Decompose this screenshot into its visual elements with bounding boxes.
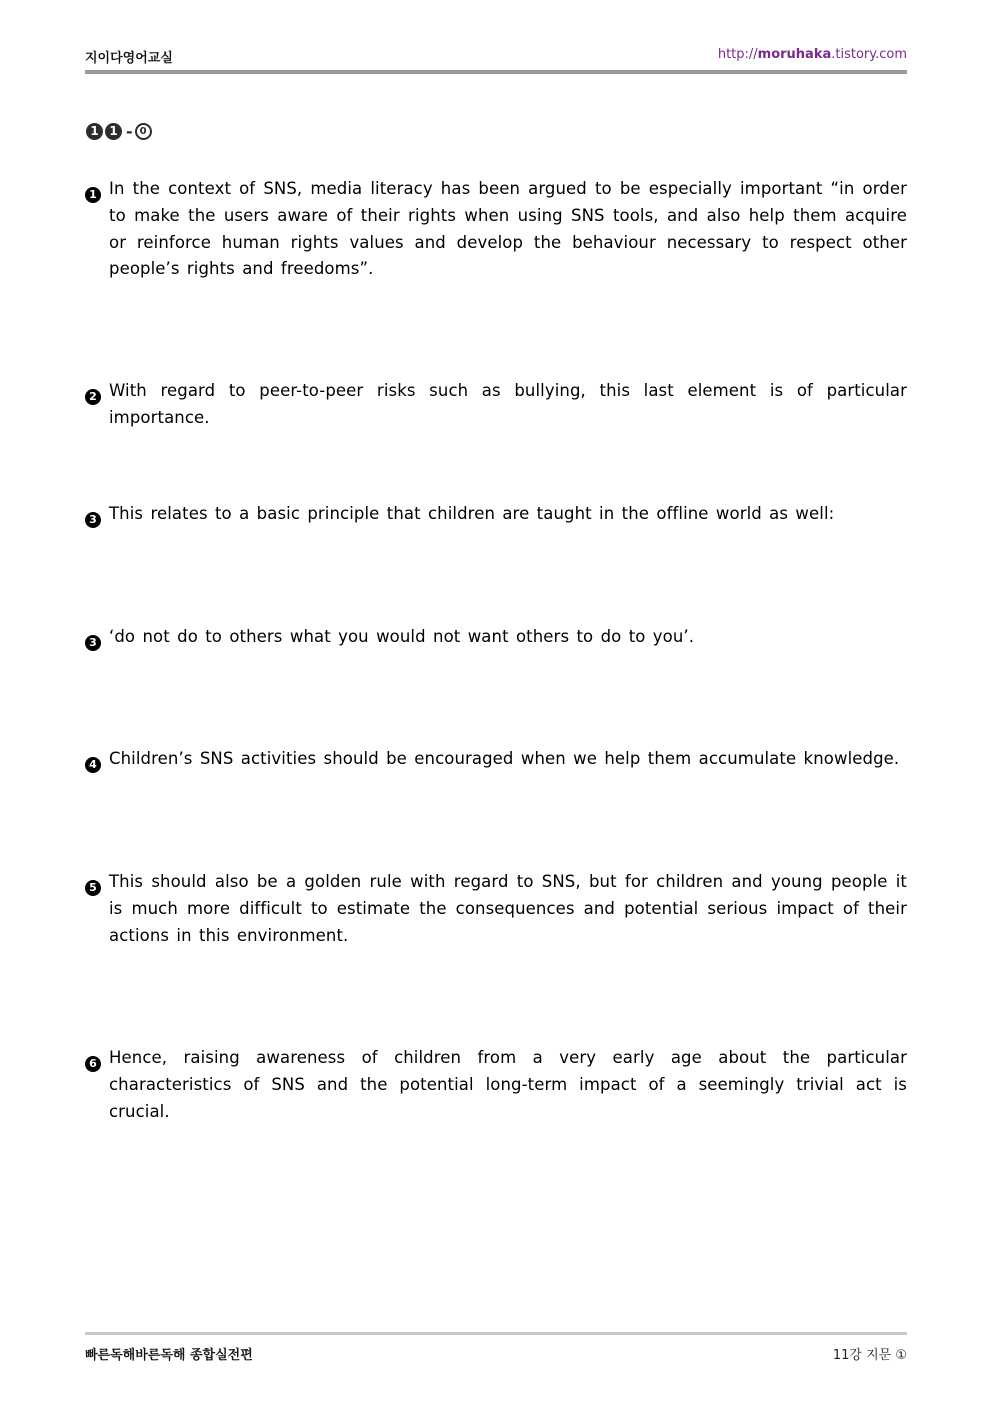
sentence-text: ‘do not do to others what you would not want others to do to you’. <box>109 627 695 646</box>
brand-name: 지이다영어교실 <box>85 51 173 66</box>
footer-divider <box>85 1332 907 1335</box>
sentence-marker: 2 <box>85 378 109 432</box>
sentence-6 <box>85 1045 907 1125</box>
section-number <box>86 121 152 141</box>
sentence-text: With regard to peer-to-peer risks such as bullying, this last element is of particular importance. <box>109 381 907 427</box>
header-divider <box>85 70 907 74</box>
sentence-marker: 4 <box>85 746 109 777</box>
section-digit-3: 0 <box>135 123 152 140</box>
url-suffix: .tistory.com <box>831 47 907 62</box>
sentence-text: This relates to a basic principle that children are taught in the offline world as well: <box>109 504 835 523</box>
sentence-marker: 6 <box>85 1045 109 1125</box>
sentence-3 <box>85 501 907 532</box>
section-digit-2: 1 <box>105 123 122 140</box>
sentence-text: In the context of SNS, media literacy has been argued to be especially important “in order to make the users aware of their rights when using SNS tools, and also help them acquire or reinforce human rights values and develop the behaviour necessary to respect other people’s rights and freedoms”. <box>109 179 907 279</box>
section-dash: - <box>126 121 133 141</box>
url-bold: moruhaka <box>757 47 832 62</box>
section-digit-1: 1 <box>86 123 103 140</box>
sentence-text: Hence, raising awareness of children from a very early age about the particular characteristics of SNS and the potential long-term impact of a seemingly trivial act is crucial. <box>109 1048 907 1121</box>
sentence-3b <box>85 624 907 655</box>
sentence-marker: 5 <box>85 869 109 949</box>
sentence-text: Children’s SNS activities should be encouraged when we help them accumulate knowledge. <box>109 749 900 768</box>
sentence-marker: 1 <box>85 176 109 283</box>
sentence-text: This should also be a golden rule with regard to SNS, but for children and young people it is much more difficult to estimate the consequences and potential serious impact of their actions in this environment. <box>109 872 907 945</box>
page-header <box>85 44 907 66</box>
sentence-5 <box>85 869 907 949</box>
url-prefix: http:// <box>717 47 758 62</box>
sentence-2 <box>85 378 907 432</box>
lesson-label: 11강 지문 ① <box>832 1348 907 1363</box>
sentence-marker: 3 <box>85 501 109 532</box>
blog-url[interactable] <box>718 47 907 62</box>
sentence-1 <box>85 176 907 283</box>
book-title: 빠른독해바른독해 종합실전편 <box>85 1348 253 1363</box>
sentence-marker: 3 <box>85 624 109 655</box>
sentence-4 <box>85 746 907 777</box>
